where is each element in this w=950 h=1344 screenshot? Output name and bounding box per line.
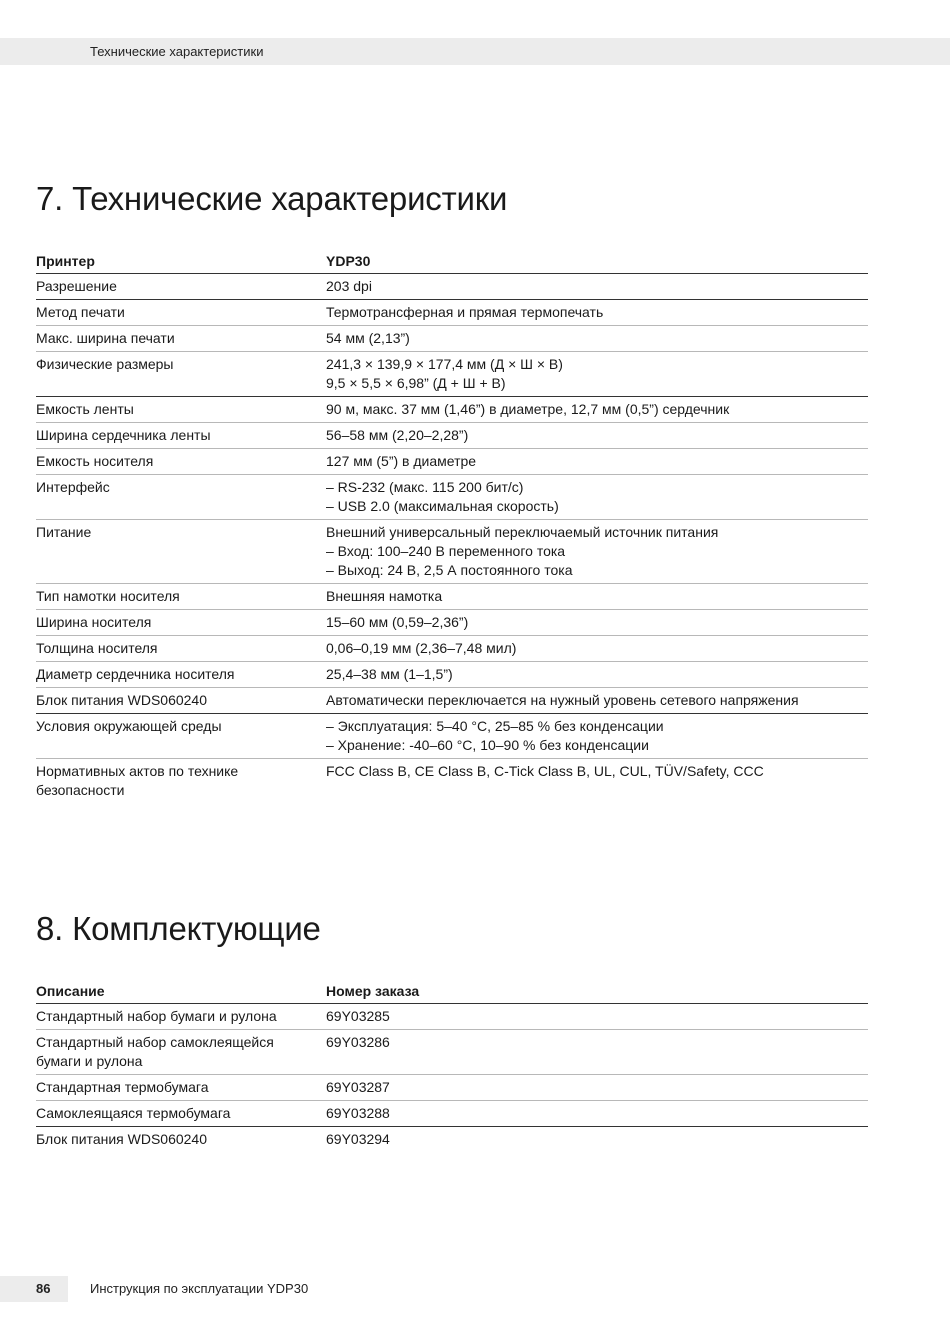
row-value bbox=[326, 688, 868, 714]
cell-line: Емкость носителя bbox=[36, 453, 154, 469]
cell-line: Ширина носителя bbox=[36, 614, 152, 630]
table-row bbox=[36, 423, 868, 449]
row-value bbox=[326, 352, 868, 397]
cell-line: 69Y03288 bbox=[326, 1105, 390, 1121]
row-value bbox=[326, 1030, 868, 1075]
accessories-col-description: Описание bbox=[36, 982, 326, 1004]
row-label bbox=[36, 584, 326, 610]
cell-line: – USB 2.0 (максимальная скорость) bbox=[326, 498, 559, 514]
row-value bbox=[326, 274, 868, 300]
row-label bbox=[36, 397, 326, 423]
row-value bbox=[326, 1075, 868, 1101]
specs-table bbox=[36, 252, 868, 803]
cell-line: 69Y03294 bbox=[326, 1131, 390, 1147]
table-row bbox=[36, 1075, 868, 1101]
specs-col-printer: Принтер bbox=[36, 252, 326, 274]
cell-line: Физические размеры bbox=[36, 356, 174, 372]
accessories-table-header bbox=[36, 982, 868, 1004]
row-value bbox=[326, 1101, 868, 1127]
cell-line: Стандартный набор самоклеящейся bbox=[36, 1034, 274, 1050]
row-label bbox=[36, 274, 326, 300]
table-row bbox=[36, 584, 868, 610]
table-row bbox=[36, 636, 868, 662]
cell-line: 69Y03285 bbox=[326, 1008, 390, 1024]
row-value bbox=[326, 584, 868, 610]
row-value bbox=[326, 1004, 868, 1030]
row-label bbox=[36, 326, 326, 352]
cell-line: Толщина носителя bbox=[36, 640, 158, 656]
row-value bbox=[326, 449, 868, 475]
table-row bbox=[36, 759, 868, 804]
cell-line: Метод печати bbox=[36, 304, 125, 320]
row-label bbox=[36, 423, 326, 449]
cell-line: – Эксплуатация: 5–40 °C, 25–85 % без конденсации bbox=[326, 718, 664, 734]
row-label bbox=[36, 300, 326, 326]
table-row bbox=[36, 397, 868, 423]
cell-line: 203 dpi bbox=[326, 278, 372, 294]
row-value bbox=[326, 759, 868, 804]
cell-line: Стандартная термобумага bbox=[36, 1079, 209, 1095]
cell-line: Блок питания WDS060240 bbox=[36, 1131, 208, 1147]
row-label bbox=[36, 1075, 326, 1101]
row-value bbox=[326, 636, 868, 662]
row-value bbox=[326, 1127, 868, 1153]
cell-line: Самоклеящаяся термобумага bbox=[36, 1105, 231, 1121]
cell-line: 25,4–38 мм (1–1,5”) bbox=[326, 666, 453, 682]
cell-line: – Вход: 100–240 В переменного тока bbox=[326, 543, 566, 559]
specs-heading: 7. Технические характеристики bbox=[36, 180, 508, 217]
cell-line: FCC Class B, CE Class B, C-Tick Class B, UL, CUL, TÜV/Safety, CCC bbox=[326, 763, 764, 779]
row-value bbox=[326, 662, 868, 688]
cell-line: 69Y03286 bbox=[326, 1034, 390, 1050]
row-value bbox=[326, 326, 868, 352]
running-header: Технические характеристики bbox=[90, 44, 264, 59]
cell-line: Емкость ленты bbox=[36, 401, 134, 417]
cell-line: Автоматически переключается на нужный уровень сетевого напряжения bbox=[326, 692, 799, 708]
table-row bbox=[36, 688, 868, 714]
table-row bbox=[36, 1004, 868, 1030]
cell-line: Разрешение bbox=[36, 278, 117, 294]
table-row bbox=[36, 662, 868, 688]
accessories-col-order-number: Номер заказа bbox=[326, 982, 868, 1004]
row-label bbox=[36, 1030, 326, 1075]
row-label bbox=[36, 636, 326, 662]
table-row bbox=[36, 274, 868, 300]
cell-line: 127 мм (5”) в диаметре bbox=[326, 453, 477, 469]
cell-line: Макс. ширина печати bbox=[36, 330, 175, 346]
cell-line: Нормативных актов по технике bbox=[36, 763, 239, 779]
cell-line: Тип намотки носителя bbox=[36, 588, 180, 604]
cell-line: Условия окружающей среды bbox=[36, 718, 222, 734]
cell-line: – Выход: 24 В, 2,5 А постоянного тока bbox=[326, 562, 573, 578]
cell-line: Внешний универсальный переключаемый источник питания bbox=[326, 524, 719, 540]
table-row bbox=[36, 475, 868, 520]
cell-line: Ширина сердечника ленты bbox=[36, 427, 211, 443]
row-value bbox=[326, 714, 868, 759]
table-row bbox=[36, 1101, 868, 1127]
row-label bbox=[36, 520, 326, 584]
row-value bbox=[326, 520, 868, 584]
row-label bbox=[36, 449, 326, 475]
specs-table-header bbox=[36, 252, 868, 274]
cell-line: 0,06–0,19 мм (2,36–7,48 мил) bbox=[326, 640, 517, 656]
table-row bbox=[36, 449, 868, 475]
cell-line: Блок питания WDS060240 bbox=[36, 692, 208, 708]
table-row bbox=[36, 352, 868, 397]
accessories-table bbox=[36, 982, 868, 1152]
cell-line: 9,5 × 5,5 × 6,98” (Д + Ш + В) bbox=[326, 375, 506, 391]
row-value bbox=[326, 397, 868, 423]
row-label bbox=[36, 688, 326, 714]
cell-line: – Хранение: -40–60 °C, 10–90 % без конденсации bbox=[326, 737, 649, 753]
cell-line: 54 мм (2,13”) bbox=[326, 330, 410, 346]
row-label bbox=[36, 759, 326, 804]
row-label bbox=[36, 475, 326, 520]
cell-line: Термотрансферная и прямая термопечать bbox=[326, 304, 604, 320]
row-label bbox=[36, 714, 326, 759]
cell-line: безопасности bbox=[36, 782, 125, 798]
row-value bbox=[326, 300, 868, 326]
table-row bbox=[36, 300, 868, 326]
cell-line: Интерфейс bbox=[36, 479, 110, 495]
row-label bbox=[36, 1101, 326, 1127]
specs-table-body bbox=[36, 274, 868, 804]
accessories-heading: 8. Комплектующие bbox=[36, 910, 321, 947]
table-row bbox=[36, 714, 868, 759]
page-number-badge bbox=[0, 1276, 68, 1302]
row-value bbox=[326, 423, 868, 449]
row-label bbox=[36, 1004, 326, 1030]
cell-line: бумаги и рулона bbox=[36, 1053, 143, 1069]
table-row bbox=[36, 1127, 868, 1153]
cell-line: 241,3 × 139,9 × 177,4 мм (Д × Ш × В) bbox=[326, 356, 563, 372]
page-number: 86 bbox=[36, 1281, 51, 1296]
row-label bbox=[36, 610, 326, 636]
row-value bbox=[326, 475, 868, 520]
row-label bbox=[36, 1127, 326, 1153]
cell-line: 90 м, макс. 37 мм (1,46”) в диаметре, 12,7 мм (0,5”) сердечник bbox=[326, 401, 730, 417]
row-value bbox=[326, 610, 868, 636]
table-row bbox=[36, 326, 868, 352]
table-row bbox=[36, 520, 868, 584]
specs-col-model: YDP30 bbox=[326, 252, 868, 274]
cell-line: Питание bbox=[36, 524, 92, 540]
table-row bbox=[36, 1030, 868, 1075]
cell-line: Диаметр сердечника носителя bbox=[36, 666, 235, 682]
row-label bbox=[36, 352, 326, 397]
accessories-table-body bbox=[36, 1004, 868, 1153]
cell-line: 56–58 мм (2,20–2,28”) bbox=[326, 427, 469, 443]
cell-line: Стандартный набор бумаги и рулона bbox=[36, 1008, 277, 1024]
cell-line: Внешняя намотка bbox=[326, 588, 443, 604]
footer-text: Инструкция по эксплуатации YDP30 bbox=[90, 1281, 309, 1296]
table-row bbox=[36, 610, 868, 636]
cell-line: 69Y03287 bbox=[326, 1079, 390, 1095]
row-label bbox=[36, 662, 326, 688]
cell-line: 15–60 мм (0,59–2,36”) bbox=[326, 614, 469, 630]
cell-line: – RS-232 (макс. 115 200 бит/с) bbox=[326, 479, 524, 495]
